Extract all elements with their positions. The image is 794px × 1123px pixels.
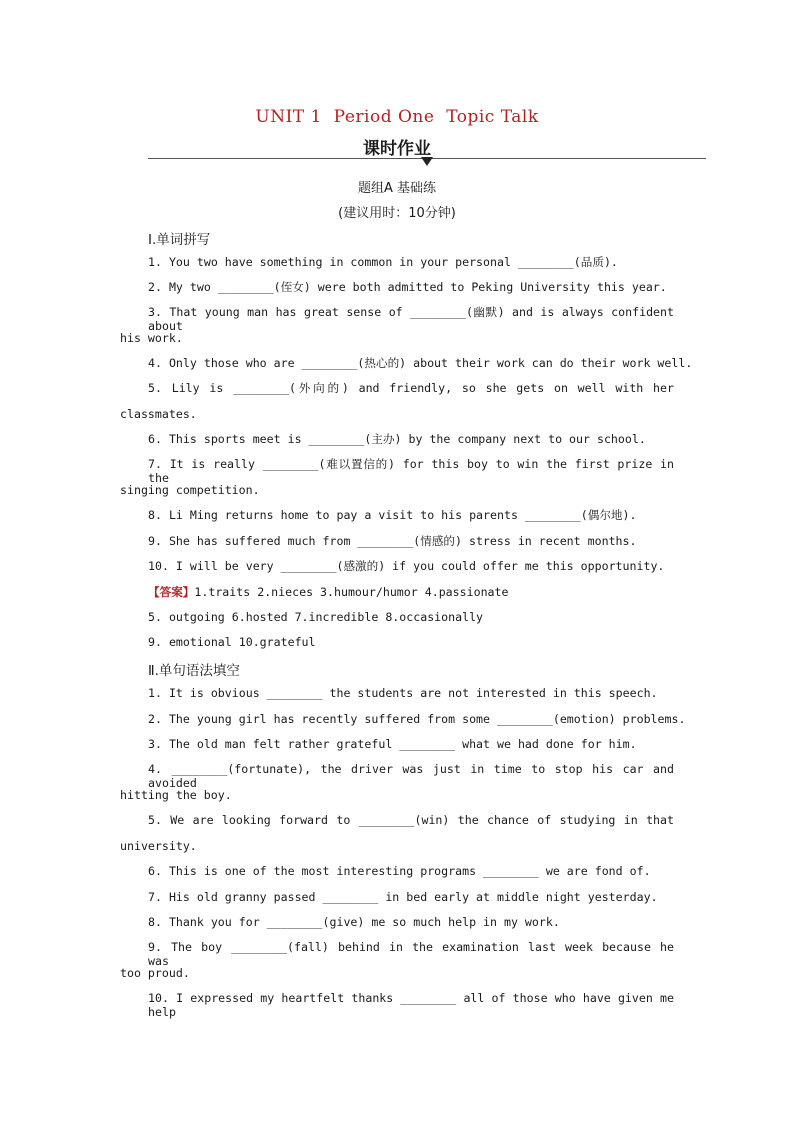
s2-item-1: 1. It is obvious ________ the students are not interested in this speech. <box>148 686 658 700</box>
s2-item-7: 7. His old granny passed ________ in bed early at middle night yesterday. <box>148 890 658 904</box>
s2-item-4-cont: hitting the boy. <box>120 788 232 802</box>
s2-item-8: 8. Thank you for ________(give) me so much help in my work. <box>148 915 560 929</box>
s2-item-3: 3. The old man felt rather grateful ________ what we had done for him. <box>148 737 637 751</box>
answer-line-3: 9. emotional 10.grateful <box>148 635 316 649</box>
s2-item-9: 9. The boy ________(fall) behind in the examination last week because he was <box>148 940 674 968</box>
s2-item-5-cont: university. <box>120 839 197 853</box>
answer-text-1: 1.traits 2.nieces 3.humour/humor 4.passionate <box>194 585 509 599</box>
unit-title: UNIT 1 Period One Topic Talk <box>255 107 539 127</box>
s1-item-3-cont: his work. <box>120 331 183 345</box>
s1-item-5-cont: classmates. <box>120 407 197 421</box>
answer-label: 【答案】 <box>148 585 195 599</box>
s1-item-5: 5. Lily is ________(外向的) and friendly, so she gets on well with her <box>148 381 674 395</box>
triangle-marker-icon <box>421 157 433 166</box>
s2-item-10: 10. I expressed my heartfelt thanks ________ all of those who have given me help <box>148 991 674 1019</box>
s1-item-3: 3. That young man has great sense of ________(幽默) and is always confident about <box>148 305 674 333</box>
s1-item-6: 6. This sports meet is ________(主办) by the company next to our school. <box>148 432 646 446</box>
s1-item-2: 2. My two ________(侄女) were both admitted to Peking University this year. <box>148 280 667 294</box>
s1-item-7-cont: singing competition. <box>120 483 260 497</box>
s1-item-7: 7. It is really ________(难以置信的) for this boy to win the first prize in the <box>148 457 674 485</box>
homework-subtitle: 课时作业 <box>363 139 431 159</box>
s1-item-10: 10. I will be very ________(感激的) if you could offer me this opportunity. <box>148 559 665 573</box>
s1-item-8: 8. Li Ming returns home to pay a visit to his parents ________(偶尔地). <box>148 508 637 522</box>
s2-item-4: 4. ________(fortunate), the driver was just in time to stop his car and avoided <box>148 762 674 790</box>
time-note: (建议用时：10分钟) <box>338 206 456 221</box>
s1-item-9: 9. She has suffered much from ________(情感的) stress in recent months. <box>148 534 637 548</box>
s2-item-6: 6. This is one of the most interesting programs ________ we are fond of. <box>148 864 651 878</box>
answer-line-1 <box>120 585 674 599</box>
s1-item-4: 4. Only those who are ________(热心的) about their work can do their work well. <box>148 356 693 370</box>
answer-line-2: 5. outgoing 6.hosted 7.incredible 8.occasionally <box>148 610 484 624</box>
s2-item-2: 2. The young girl has recently suffered from some ________(emotion) problems. <box>148 712 686 726</box>
s1-item-1: 1. You two have something in common in your personal ________(品质). <box>148 255 618 269</box>
section2-heading: Ⅱ.单句语法填空 <box>148 663 240 679</box>
group-title: 题组A 基础练 <box>357 181 437 196</box>
s2-item-9-cont: too proud. <box>120 966 190 980</box>
section1-heading: Ⅰ.单词拼写 <box>148 232 211 248</box>
s2-item-5: 5. We are looking forward to ________(win) the chance of studying in that <box>148 813 674 827</box>
